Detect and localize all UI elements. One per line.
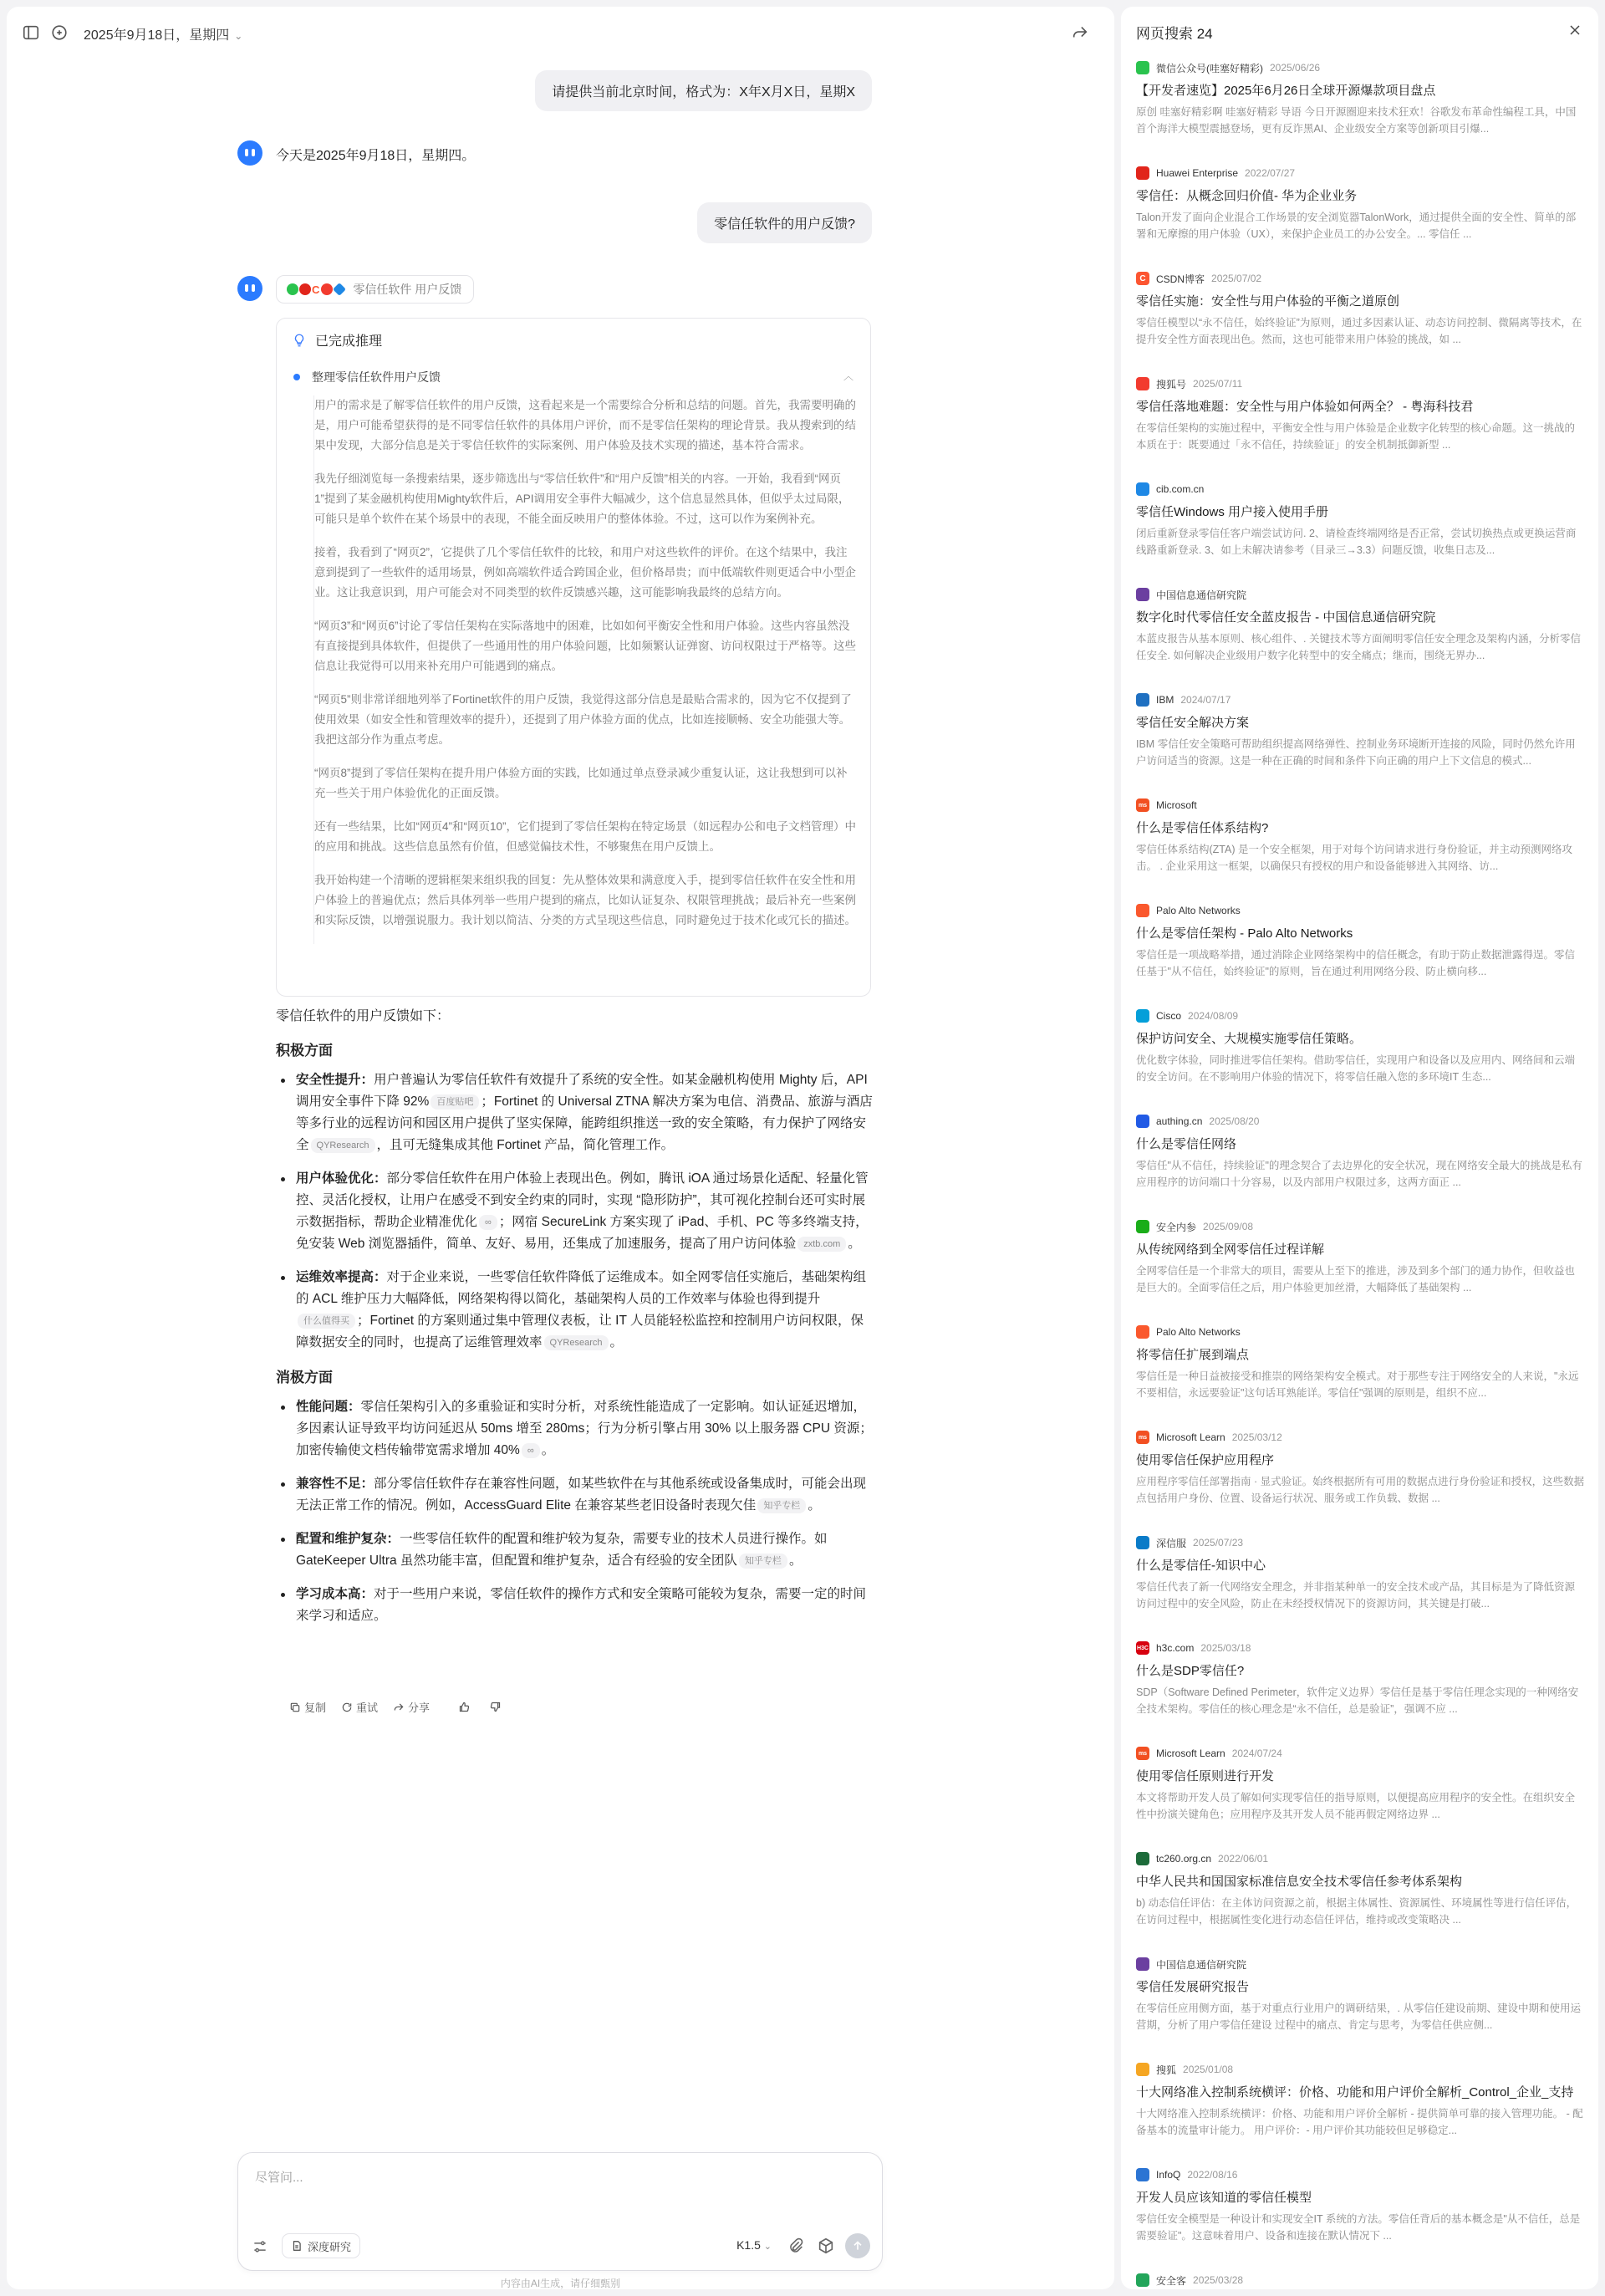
- search-result[interactable]: [1136, 1114, 1585, 1219]
- result-source: Microsoft: [1156, 799, 1197, 811]
- retry-button[interactable]: [341, 1699, 378, 1715]
- search-result[interactable]: [1136, 1324, 1585, 1430]
- result-date: 2024/07/17: [1180, 694, 1231, 706]
- result-date: 2024/08/09: [1188, 1010, 1239, 1022]
- source-favicon-icon: [1136, 1536, 1149, 1549]
- item-heading: 学习成本高：: [296, 1587, 374, 1601]
- result-source-row: [1136, 60, 1585, 75]
- message-composer: [237, 2152, 883, 2271]
- chevron-down-icon: ⌄: [234, 30, 243, 42]
- search-result[interactable]: [1136, 587, 1585, 692]
- result-source: 微信公众号(哇塞好精彩): [1156, 62, 1263, 74]
- result-source: authing.cn: [1156, 1115, 1203, 1127]
- list-item: [276, 1528, 874, 1572]
- search-sources-chip[interactable]: [276, 275, 474, 304]
- source-favicon-icon: ms: [1136, 1747, 1149, 1760]
- result-source: cib.com.cn: [1156, 483, 1205, 495]
- sidebar-toggle-icon[interactable]: [22, 23, 40, 42]
- result-date: 2025/01/08: [1183, 2064, 1234, 2075]
- huawei-icon: [299, 283, 311, 295]
- result-source: tc260.org.cn: [1156, 1853, 1212, 1865]
- result-source: 安全客: [1156, 2274, 1187, 2287]
- result-source: Palo Alto Networks: [1156, 1326, 1241, 1338]
- user-message-1: 请提供当前北京时间，格式为：X年X月X日，星期X: [535, 70, 872, 111]
- search-result[interactable]: [1136, 482, 1585, 587]
- result-date: 2025/07/23: [1193, 1537, 1244, 1549]
- result-snippet: IBM 零信任安全策略可帮助组织提高网络弹性、控制业务环境断开连接的风险，同时仍然允许用户访问适当的资源。这是一种在正确的时间和条件下向正确的用户上下文信息的模式...: [1136, 738, 1576, 767]
- result-source-row: [1136, 1430, 1585, 1445]
- search-result[interactable]: [1136, 166, 1585, 271]
- search-result[interactable]: [1136, 2273, 1585, 2289]
- item-text: 。: [808, 1498, 821, 1513]
- source-favicon-icon: [1136, 2168, 1149, 2181]
- item-text: ；Fortinet 的 Universal ZTNA 解决方案为电信、消费品、旅游与酒店等多行业的远程访问和园区用户提供了坚实保障，能跨组织推送一致的安全策略，有力保护了网络安全: [296, 1094, 873, 1152]
- result-source-row: [1136, 166, 1585, 181]
- item-text: 一些零信任软件的配置和维护较为复杂，需要专业的技术人员进行操作。如 GateKeeper Ultra 虽然功能丰富，但配置和维护复杂，适合有经验的安全团队: [296, 1532, 828, 1568]
- result-source-row: [1136, 1746, 1585, 1761]
- search-result[interactable]: [1136, 1746, 1585, 1851]
- result-snippet: 应用程序零信任部署指南 · 显式验证。始终根据所有可用的数据点进行身份验证和授权，这些数据点包括用户身份、位置、设备运行状况、服务或工作负载、数据 ...: [1136, 1476, 1585, 1504]
- source-favicon-icon: [1136, 1852, 1149, 1865]
- result-title[interactable]: 零信任落地难题：安全性与用户体验如何两全？ - 粤海科技君: [1136, 400, 1474, 414]
- result-title[interactable]: 什么是零信任网络: [1136, 1137, 1237, 1151]
- source-favicon-icon: [1136, 61, 1149, 74]
- list-item: [276, 1267, 874, 1354]
- citation-badge[interactable]: 知乎专栏: [739, 1554, 787, 1569]
- reasoning-paragraph: “网页5”则非常详细地列举了Fortinet软件的用户反馈，我觉得这部分信息是最贴合需求的，因为它不仅提到了使用效果（如安全性和管理效率的提升），还提到了用户体验方面的优点，比如连接顺畅、安全功能强大等。我把这部分作为重点考虑。: [314, 693, 852, 746]
- arrow-up-icon: [851, 2239, 864, 2253]
- share-icon: [393, 1702, 405, 1713]
- result-snippet: 在零信任架构的实施过程中，平衡安全性与用户体验是企业数字化转型的核心命题。这一挑战的本质在于：既要通过「永不信任，持续验证」的安全机制抵御新型 ...: [1136, 422, 1576, 451]
- source-favicon-icon: [1136, 377, 1149, 390]
- item-text: ，且可无缝集成其他 Fortinet 产品，简化管理工作。: [376, 1138, 675, 1152]
- result-date: 2022/08/16: [1187, 2169, 1238, 2181]
- result-source: Palo Alto Networks: [1156, 905, 1241, 916]
- result-snippet: SDP（Software Defined Perimeter，软件定义边界）零信任是基于零信任理念实现的一种网络安全技术架构。零信任的核心理念是“永不信任，总是验证”，强调不应 ...: [1136, 1686, 1579, 1715]
- result-snippet: 闭后重新登录零信任客户端尝试访问. 2、请检查终端网络是否正常，尝试切换热点或更换运营商线路重新登录. 3、如上未解决请参考（目录三→3.3）问题反馈，收集日志及...: [1136, 528, 1577, 556]
- reasoning-header[interactable]: [292, 330, 382, 350]
- item-heading: 配置和维护复杂：: [296, 1532, 400, 1546]
- assistant-answer: [276, 1005, 874, 1639]
- result-source-row: [1136, 903, 1585, 918]
- result-source: Cisco: [1156, 1010, 1182, 1022]
- result-source-row: [1136, 1008, 1585, 1023]
- result-title[interactable]: 数字化时代零信任安全蓝皮报告 - 中国信息通信研究院: [1136, 610, 1436, 625]
- item-text: 。: [788, 1554, 802, 1568]
- chat-pane: [7, 7, 1114, 2289]
- source-favicon-icon: [1136, 2273, 1149, 2287]
- result-source: 中国信息通信研究院: [1156, 1958, 1247, 1971]
- citation-badge[interactable]: ∞: [522, 1443, 540, 1458]
- search-result[interactable]: [1136, 271, 1585, 376]
- reasoning-paragraph: 用户的需求是了解零信任软件的用户反馈，这看起来是一个需要综合分析和总结的问题。首先，我需要明确的是，用户可能希望获得的是不同零信任软件的具体用户评价，而不是零信任架构的理论背景。我从搜索到的结果中发现，大部分信息是关于零信任软件的实际案例、用户体验及技术实现的描述，基本符合需求。: [314, 399, 856, 452]
- result-date: 2025/06/26: [1270, 62, 1321, 74]
- search-result[interactable]: [1136, 2167, 1585, 2273]
- reasoning-paragraph: “网页3”和“网页6”讨论了零信任架构在实际落地中的困难，比如如何平衡安全性和用户体验。这些内容虽然没有直接提到具体软件，但提供了一些通用性的用户体验问题，比如频繁认证弹窗、访问权限过于严格等。这些信息让我觉得可以用来补充用户可能遇到的痛点。: [314, 620, 856, 672]
- result-source-row: [1136, 1957, 1585, 1972]
- source-favicon-icon: ms: [1136, 798, 1149, 812]
- reasoning-step-label: 整理零信任软件用户反馈: [312, 370, 441, 384]
- ai-disclaimer: 内容由AI生成，请仔细甄别: [500, 2278, 621, 2289]
- item-text: 部分零信任软件存在兼容性问题，如某些软件在与其他系统或设备集成时，可能会出现无法正常工作的情况。例如，AccessGuard Elite 在兼容某些老旧设备时表现欠佳: [296, 1477, 867, 1513]
- search-result[interactable]: [1136, 1430, 1585, 1535]
- result-source-row: [1136, 1114, 1585, 1129]
- chevron-down-icon: ⌄: [763, 2242, 772, 2252]
- item-heading: 性能问题：: [296, 1400, 361, 1414]
- result-snippet: 本文将帮助开发人员了解如何实现零信任的指导原则，以便提高应用程序的安全性。在组织安全性中扮演关键角色；应用程序及其开发人员不能再假定网络边界 ...: [1136, 1792, 1576, 1820]
- sohu-icon: [321, 283, 333, 295]
- reasoning-body: [313, 395, 857, 944]
- item-text: 部分零信任软件在用户体验上表现出色。例如，腾讯 iOA 通过场景化适配、轻量化管控、灵活化授权，让用户在感受不到安全约束的同时，实现 “隐形防护”，其可视化控制台还可实时展示数据指标，帮助企业精准优化: [296, 1171, 869, 1229]
- csdn-icon: C: [312, 283, 320, 296]
- citation-badge[interactable]: 什么值得买: [298, 1314, 355, 1329]
- search-result[interactable]: [1136, 798, 1585, 903]
- search-chip-label: 零信任软件 用户反馈: [353, 283, 462, 296]
- result-title[interactable]: 将零信任扩展到端点: [1136, 1348, 1250, 1362]
- lightbulb-icon: [292, 332, 307, 349]
- refresh-icon: [341, 1702, 353, 1713]
- result-source: Huawei Enterprise: [1156, 167, 1239, 179]
- item-text: ；网宿 SecureLink 方案实现了 iPad、手机、PC 等多终端支持，免安装 Web 浏览器插件，简单、友好、易用，还集成了加速服务，提高了用户访问体验: [296, 1215, 869, 1251]
- answer-intro: 零信任软件的用户反馈如下：: [276, 1009, 451, 1023]
- step-dot-icon: [293, 374, 300, 380]
- user-message-2: 零信任软件的用户反馈?: [697, 202, 872, 243]
- section-heading-negative: 消极方面: [276, 1370, 333, 1385]
- result-title[interactable]: 使用零信任原则进行开发: [1136, 1769, 1275, 1783]
- result-date: 2025/09/08: [1203, 1221, 1254, 1232]
- item-heading: 运维效率提高：: [296, 1270, 387, 1284]
- copy-icon: [289, 1702, 301, 1713]
- reasoning-paragraph: 还有一些结果，比如“网页4”和“网页10”，它们提到了零信任架构在特定场景（如远程办公和电子文档管理）中的应用和挑战。这些信息虽然有价值，但感觉偏技术性，不够聚焦在用户反馈上。: [314, 820, 857, 853]
- result-source: 搜狐号: [1156, 378, 1187, 390]
- model-selector[interactable]: [736, 2238, 772, 2252]
- result-snippet: Talon开发了面向企业混合工作场景的安全浏览器TalonWork，通过提供全面的安全性、简单的部署和无摩擦的用户体验（UX），来保护企业员工的办公安全。... 零信任 ...: [1136, 212, 1577, 240]
- item-heading: 安全性提升：: [296, 1073, 374, 1087]
- result-source-row: [1136, 2062, 1585, 2077]
- source-favicon-icon: [1136, 588, 1149, 601]
- result-title[interactable]: 什么是零信任体系结构?: [1136, 821, 1269, 835]
- message-input[interactable]: 尽管问...: [255, 2171, 303, 2185]
- item-text: 用户普遍认为零信任软件有效提升了系统的安全性。如某金融机构使用 Mighty 后，API 调用安全事件下降 92%: [296, 1073, 868, 1109]
- conversation-title[interactable]: 2025年9月18日，星期四 ⌄: [84, 28, 243, 43]
- result-source-row: [1136, 587, 1585, 602]
- result-date: 2025/03/12: [1231, 1431, 1282, 1443]
- settings-sliders-icon[interactable]: [252, 2238, 268, 2255]
- result-title[interactable]: 【开发者速览】2025年6月26日全球开源爆款项目盘点: [1136, 84, 1436, 98]
- reasoning-paragraph: 我开始构建一个清晰的逻辑框架来组织我的回复：先从整体效果和满意度入手，提到零信任软件在安全性和用户体验上的普遍优点；然后具体列举一些用户提到的痛点，比如认证复杂、权限管理挑战；最后补充一些案例和实际反馈，以增强说服力。我计划以简洁、分类的方式呈现这些信息，同时避免过于技术化或冗长的描述。: [314, 874, 856, 926]
- result-title[interactable]: 什么是SDP零信任?: [1136, 1664, 1245, 1678]
- result-snippet: 零信任是一种日益被接受和推崇的网络架构安全模式。对于那些专注于网络安全的人来说，"永远不要相信，永远要验证"这句话耳熟能详。零信任"强调的原则是，组织不应...: [1136, 1370, 1579, 1399]
- thumbs-down-button[interactable]: [489, 1701, 505, 1713]
- result-snippet: b) 动态信任评估：在主体访问资源之前，根据主体属性、资源属性、环境属性等进行信任评估，在访问过程中，根据属性变化进行动态信任评估，维持或改变策略决 ...: [1136, 1897, 1577, 1926]
- reasoning-step[interactable]: [293, 369, 853, 385]
- result-source-row: [1136, 376, 1585, 391]
- reasoning-paragraph: 我先仔细浏览每一条搜索结果，逐步筛选出与“零信任软件”和“用户反馈”相关的内容。一开始，我看到“网页1”提到了某金融机构使用Mighty软件后，API调用安全事件大幅减少，这个信息显然具体，但似乎太过局限，可能只是单个软件在某个场景中的表现，不能全面反映用户的整体体验。不过，这可以作为案例补充。: [314, 472, 850, 525]
- reasoning-panel: [276, 318, 871, 997]
- source-favicon-icon: [1136, 2063, 1149, 2076]
- list-item: [276, 1473, 874, 1517]
- result-snippet: 全网零信任是一个非常大的项目，需要从上至下的推进，涉及到多个部门的通力协作，但收益也是巨大的。全面零信任之后，用户体验更加丝滑，大幅降低了基础架构 ...: [1136, 1265, 1576, 1293]
- attachment-icon[interactable]: [787, 2237, 805, 2255]
- source-favicon-icon: [1136, 482, 1149, 496]
- list-item: [276, 1396, 874, 1462]
- chevron-up-icon[interactable]: ︿: [843, 370, 853, 382]
- thumbs-up-button[interactable]: [458, 1701, 474, 1713]
- result-source: h3c.com: [1156, 1642, 1195, 1654]
- result-title[interactable]: 开发人员应该知道的零信任模型: [1136, 2191, 1312, 2205]
- item-text: 零信任架构引入的多重验证和实时分析，对系统性能造成了一定影响。如认证延迟增加，多因素认证导致平均访问延迟从 50ms 增至 280ms；行为分析引擎占用 30% 以上服务器 CPU 资源；加密传输使文档传输带宽需求增加 40%: [296, 1400, 873, 1457]
- assistant-message-1: 今天是2025年9月18日，星期四。: [276, 149, 476, 163]
- result-snippet: 零信任代表了新一代网络安全理念，并非指某种单一的安全技术或产品，其目标是为了降低资源访问过程中的安全风险，防止在未经授权情况下的资源访问，其关键是打破...: [1136, 1581, 1576, 1610]
- result-date: 2022/07/27: [1245, 167, 1296, 179]
- research-icon: [291, 2240, 303, 2252]
- result-source-row: [1136, 1535, 1585, 1550]
- result-title[interactable]: 什么是零信任-知识中心: [1136, 1559, 1266, 1573]
- search-result[interactable]: [1136, 1535, 1585, 1640]
- item-text: 。: [609, 1335, 624, 1350]
- result-date: 2025/07/02: [1211, 273, 1262, 284]
- result-source: InfoQ: [1156, 2169, 1181, 2181]
- assistant-avatar: [237, 140, 262, 166]
- list-item: [276, 1168, 874, 1255]
- source-favicon-icon: [1136, 1009, 1149, 1023]
- search-result[interactable]: [1136, 2062, 1585, 2167]
- retry-label: 重试: [356, 1702, 379, 1714]
- search-result[interactable]: [1136, 1219, 1585, 1324]
- thumbs-down-icon: [489, 1701, 502, 1713]
- assistant-avatar: [237, 276, 262, 301]
- list-item: [276, 1069, 874, 1156]
- item-text: ；Fortinet 的方案则通过集中管理仪表板，让 IT 人员能轻松监控和控制用户访问权限，保障数据安全的同时，也提高了运维管理效率: [296, 1314, 864, 1350]
- message-actions: [289, 1699, 520, 1715]
- result-snippet: 优化数字体验，同时推进零信任架构。借助零信任，实现用户和设备以及应用内、网络间和云端的安全访问。在不影响用户体验的情况下，将零信任融入您的多环境IT 生态...: [1136, 1054, 1576, 1083]
- result-snippet: 零信任"从不信任，持续验证"的理念契合了去边界化的安全状况，现在网络安全最大的挑战是私有应用程序的访问端口十分容易，以及内部用户权限过多，这两方面正 ...: [1136, 1160, 1582, 1188]
- item-text: 。: [848, 1237, 861, 1251]
- result-title[interactable]: 零信任安全解决方案: [1136, 716, 1250, 730]
- source-favicon-icon: [1136, 1957, 1149, 1971]
- item-text: 对于一些用户来说，零信任软件的操作方式和安全策略可能较为复杂，需要一定的时间来学习和适应。: [296, 1587, 867, 1623]
- result-source: 深信服: [1156, 1537, 1187, 1549]
- reasoning-status: 已完成推理: [315, 334, 383, 349]
- item-text: 对于企业来说，一些零信任软件降低了运维成本。如全网零信任实施后，基础架构组的 ACL 维护压力大幅降低，网络架构得以简化，基础架构人员的工作效率与体验也得到提升: [296, 1270, 867, 1306]
- item-heading: 兼容性不足：: [296, 1477, 374, 1491]
- result-title[interactable]: 零信任Windows 用户接入使用手册: [1136, 505, 1329, 519]
- result-source-row: [1136, 2273, 1585, 2288]
- result-source: CSDN博客: [1156, 273, 1205, 285]
- result-source-row: [1136, 692, 1585, 707]
- citation-badge[interactable]: zxtb.com: [797, 1237, 846, 1252]
- reasoning-paragraph: “网页8”提到了零信任架构在提升用户体验方面的实践，比如通过单点登录减少重复认证，这让我想到可以补充一些关于用户体验优化的正面反馈。: [314, 767, 848, 799]
- share-label: 分享: [408, 1702, 431, 1714]
- result-source-row: [1136, 271, 1585, 286]
- list-item: [276, 1584, 874, 1627]
- citation-badge[interactable]: QYResearch: [311, 1138, 375, 1153]
- result-title[interactable]: 零信任：从概念回归价值- 华为企业业务: [1136, 189, 1358, 203]
- result-date: 2025/07/11: [1193, 378, 1243, 390]
- citation-badge[interactable]: QYResearch: [544, 1335, 609, 1350]
- search-result[interactable]: [1136, 376, 1585, 482]
- result-title[interactable]: 零信任实施：安全性与用户体验的平衡之道原创: [1136, 294, 1400, 309]
- citation-badge[interactable]: 百度贴吧: [431, 1094, 479, 1110]
- result-snippet: 原创 哇塞好精彩啊 哇塞好精彩 导语 今日开源圈迎来技术狂欢！谷歌发布革命性编程工具，中国首个海洋大模型震撼登场，更有反诈黑AI、企业级安全方案等创新项目引爆...: [1136, 106, 1577, 135]
- deep-research-label: 深度研究: [308, 2240, 352, 2253]
- search-result[interactable]: [1136, 60, 1585, 166]
- result-source-row: [1136, 2167, 1585, 2182]
- result-source: IBM: [1156, 694, 1174, 706]
- copy-label: 复制: [304, 1702, 327, 1714]
- result-date: 2022/06/01: [1218, 1853, 1269, 1865]
- close-icon[interactable]: [1567, 22, 1583, 38]
- source-favicon-icon: [1136, 1325, 1149, 1339]
- source-favicon-icon: [1136, 1220, 1149, 1233]
- result-source-row: [1136, 798, 1585, 813]
- result-source-row: [1136, 1640, 1585, 1656]
- reasoning-paragraph: 接着，我看到了“网页2”，它提供了几个零信任软件的比较，和用户对这些软件的评价。在这个结果中，我注意到提到了一些软件的适用场景，例如高端软件适合跨国企业，但价格昂贵；而中低端软件则更适合中小型企业。这让我意识到，用户可能会对不同类型的软件反馈感兴趣，这可能影响我最终的总结方向。: [314, 546, 856, 599]
- search-result[interactable]: [1136, 692, 1585, 798]
- result-source-row: [1136, 1219, 1585, 1234]
- source-favicon-icon: H3C: [1136, 1641, 1149, 1655]
- result-source: 中国信息通信研究院: [1156, 589, 1247, 601]
- source-favicon-icon: [1136, 1115, 1149, 1128]
- citation-badge[interactable]: 知乎专栏: [757, 1498, 806, 1513]
- negative-list: [276, 1396, 874, 1627]
- result-source: Microsoft Learn: [1156, 1748, 1225, 1759]
- item-heading: 用户体验优化：: [296, 1171, 387, 1186]
- result-snippet: 零信任安全模型是一种设计和实现安全IT 系统的方法。零信任背后的基本概念是"从不信任，总是需要验证"。这意味着用户、设备和连接在默认情况下 ...: [1136, 2213, 1581, 2242]
- result-snippet: 十大网络准入控制系统横评：价格、功能和用户评价全解析 - 提供简单可靠的接入管理功能。 - 配备基本的流量审计能力。 用户评价：- 用户评价其功能较但足够稳定...: [1136, 2108, 1583, 2136]
- source-favicon-icon: C: [1136, 272, 1149, 285]
- result-date: 2025/03/18: [1200, 1642, 1251, 1654]
- result-title[interactable]: 从传统网络到全网零信任过程详解: [1136, 1242, 1325, 1257]
- result-date: 2025/08/20: [1209, 1115, 1260, 1127]
- result-source: 安全内参: [1156, 1221, 1197, 1233]
- result-title[interactable]: 十大网络准入控制系统横评：价格、功能和用户评价全解析_Control_企业_支持: [1136, 2085, 1574, 2100]
- web-search-panel: [1121, 7, 1598, 2289]
- result-source: Microsoft Learn: [1156, 1431, 1225, 1443]
- search-result[interactable]: [1136, 1640, 1585, 1746]
- result-snippet: 本蓝皮报告从基本原则、核心组件、. 关键技术等方面阐明零信任安全理念及架构内涵，分析零信任安全. 如何解决企业级用户数字化转型中的安全痛点；继而，围绕无界办...: [1136, 633, 1581, 661]
- result-snippet: 在零信任应用侧方面，基于对重点行业用户的调研结果，. 从零信任建设前期、建设中期和使用运营期，分析了用户零信任建设 过程中的痛点、肯定与思考，为零信任供应侧...: [1136, 2003, 1581, 2031]
- send-button[interactable]: [845, 2233, 870, 2258]
- source-favicon-icon: ms: [1136, 1431, 1149, 1444]
- copy-button[interactable]: [289, 1699, 326, 1715]
- thumbs-up-icon: [458, 1701, 471, 1713]
- search-result[interactable]: [1136, 1008, 1585, 1114]
- result-title[interactable]: 什么是零信任架构 - Palo Alto Networks: [1136, 926, 1353, 941]
- result-snippet: 零信任是一项战略举措，通过消除企业网络架构中的信任概念，有助于防止数据泄露得逞。零信任基于"从不信任，始终验证"的原则，旨在通过利用网络分段、防止横向移...: [1136, 949, 1576, 977]
- result-snippet: 零信任模型以“永不信任，始终验证”为原则，通过多因素认证、动态访问控制、微隔离等技术，在提升安全性方面表现出色。然而，这也可能带来用户体验的挑战，如 ...: [1136, 317, 1582, 345]
- result-date: 2024/07/24: [1231, 1748, 1282, 1759]
- source-favicon-icon: [1136, 166, 1149, 180]
- share-button[interactable]: [393, 1699, 430, 1715]
- search-result[interactable]: [1136, 903, 1585, 1008]
- source-favicon-icon: [1136, 693, 1149, 707]
- citation-badge[interactable]: ∞: [479, 1215, 497, 1230]
- result-source: 搜狐: [1156, 2064, 1177, 2076]
- result-source-row: [1136, 482, 1585, 497]
- result-source-row: [1136, 1851, 1585, 1866]
- model-label: K1.5: [736, 2238, 761, 2252]
- share-icon[interactable]: [1071, 23, 1089, 42]
- item-text: 。: [541, 1443, 555, 1457]
- section-heading-positive: 积极方面: [276, 1043, 333, 1059]
- result-title[interactable]: 保护访问安全、大规模实施零信任策略。: [1136, 1032, 1363, 1046]
- result-title[interactable]: 中华人民共和国国家标准信息安全技术零信任参考体系架构: [1136, 1875, 1463, 1889]
- cib-icon: [333, 283, 346, 296]
- positive-list: [276, 1069, 874, 1354]
- source-favicon-icon: [1136, 904, 1149, 917]
- search-result[interactable]: [1136, 1957, 1585, 2062]
- search-results-list: [1136, 60, 1585, 2289]
- source-logos: [287, 283, 346, 296]
- search-panel-title: 网页搜索 24: [1136, 26, 1213, 42]
- result-title[interactable]: 使用零信任保护应用程序: [1136, 1453, 1275, 1467]
- result-title[interactable]: 零信任发展研究报告: [1136, 1980, 1250, 1994]
- result-date: 2025/03/28: [1193, 2274, 1244, 2286]
- new-chat-icon[interactable]: [50, 23, 69, 42]
- cube-icon[interactable]: [817, 2237, 835, 2255]
- deep-research-button[interactable]: [282, 2233, 360, 2258]
- chat-topbar: [7, 7, 1114, 59]
- search-result[interactable]: [1136, 1851, 1585, 1957]
- result-snippet: 零信任体系结构(ZTA) 是一个安全框架，用于对每个访问请求进行身份验证，并主动预测网络攻击。 . 企业采用这一框架，以确保只有授权的用户和设备能够进入其网络、访...: [1136, 844, 1572, 872]
- wechat-icon: [287, 283, 298, 295]
- result-source-row: [1136, 1324, 1585, 1339]
